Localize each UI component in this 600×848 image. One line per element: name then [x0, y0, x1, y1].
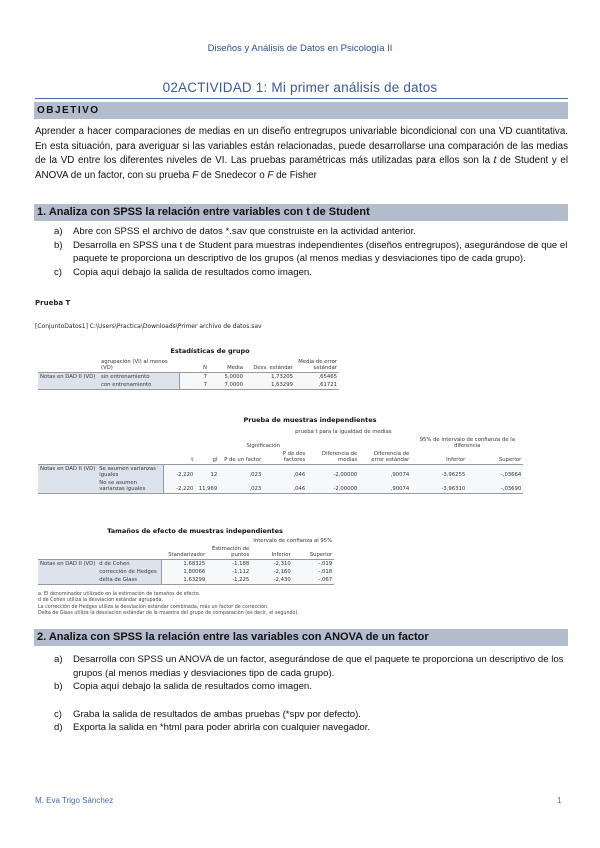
effect-size-title: Tamaños de efecto de muestras independientes: [107, 527, 283, 535]
course-header: Diseños y Análisis de Datos en Psicología II: [207, 43, 393, 54]
footer-author: M. Eva Trigo Sánchez: [35, 796, 114, 805]
list-item: c) Copia aquí debajo la salida de resultados como imagen.: [54, 266, 312, 278]
page-number: 1: [557, 796, 562, 805]
list-item: c) Graba la salida de resultados de ambas pruebas (*spv por defecto).: [54, 708, 361, 720]
spss-output-title: Prueba T: [35, 299, 71, 307]
title-rule: [35, 98, 568, 99]
section1-list: [54, 225, 569, 279]
spss-dataset-path: [ConjuntoDatos1] C:\Users\Practica\Downloads\Primer archivo de datos.sav: [35, 323, 262, 330]
page-title: 02ACTIVIDAD 1: Mi primer análisis de datos: [162, 80, 438, 95]
section2-heading: 2. Analiza con SPSS la relación entre las variables con ANOVA de un factor: [34, 629, 568, 646]
list-item: a) Desarrolla con SPSS un ANOVA de un factor, asegurándose de que el paquete te proporciona un descriptivo de los grupos (al menos medias y desviaciones tipo de cada grupo).: [54, 654, 564, 679]
effect-size-table: Intervalo de confianza al 95% Standarizador Estimación de puntos Inferior Superior Notas en DAD II (VD) d de Cohen 1,68325 -1,188 -2,310 -,019 corrección de Hedges 1,80066 -1,112 -2,160 -,018 delta de Glass 1,63299 -1,225 -2,430 -,067: [40, 538, 333, 583]
list-item: b) Copia aquí debajo la salida de resultados como imagen.: [54, 681, 312, 693]
objective-heading: OBJETIVO: [34, 102, 568, 119]
section2-list: [54, 653, 569, 735]
list-item: d) Exporta la salida en *html para poder abrirla con cualquier navegador.: [54, 722, 371, 734]
objective-text: Aprender a hacer comparaciones de medias en un diseño entregrupos univariable bicondicional con una VD cuantitativa. En esta situación, para averiguar si las variables están relacionadas, puede desarrollarse una comparación de las medias de la VD entre los diferentes niveles de VI. Las pruebas paramétricas más utilizadas para ellos son la t de Student y el ANOVA de un factor, con su prueba F de Snedecor o F de Fisher: [35, 126, 568, 181]
ind-test-table: prueba t para la igualdad de medias Significación 95% de intervalo de confianza de la diferencia t gl P de un factor P de dos factores Diferencia de medias Diferencia de error estándar Inferior Superior Notas en DAD II (VD) Se asumen varianzas iguales -2,220 12 ,023 ,046 -2,00000 ,90074 -3,96255 -,03664 No se asumen varianzas iguales -2,220 11,969 ,023 ,046 -2,00000 ,90074 -3,96310 -,03690: [40, 429, 522, 492]
group-stats-table: agrupación (VI) al menos (VD) N Media Desv. estándar Media de error estándar Notas en DAD II (VD) sin entrenamiento 7 5,0000 1,73205 ,65465 con entrenamiento 7 7,0000 1,63299 ,61721: [40, 359, 337, 388]
group-stats-title: Estadísticas de grupo: [170, 347, 250, 355]
section1-heading: 1. Analiza con SPSS la relación entre variables con t de Student: [34, 204, 568, 221]
list-item: b) Desarrolla en SPSS una t de Student para muestras independientes (diseños entregrupos), asegurándose de que el paquete te proporciona un descriptivo de los grupos (al menos medias y desviaciones tipo de cada grupo).: [54, 239, 568, 265]
effect-size-notes: a. El denominador utilizado en la estimación de tamaños de efecto. d de Cohen utiliza la desviación estándar agrupada. La corrección de Hedges utiliza la desviación estándar combinada, más un factor de corrección. Delta de Glass utiliza la desviación estándar de la muestra del grupo de comparación (es decir, el segundo).: [38, 592, 299, 616]
ind-test-title: Prueba de muestras independientes: [243, 416, 377, 424]
list-item: a) Abre con SPSS el archivo de datos *.sav que construiste en la actividad anterior.: [54, 226, 416, 237]
